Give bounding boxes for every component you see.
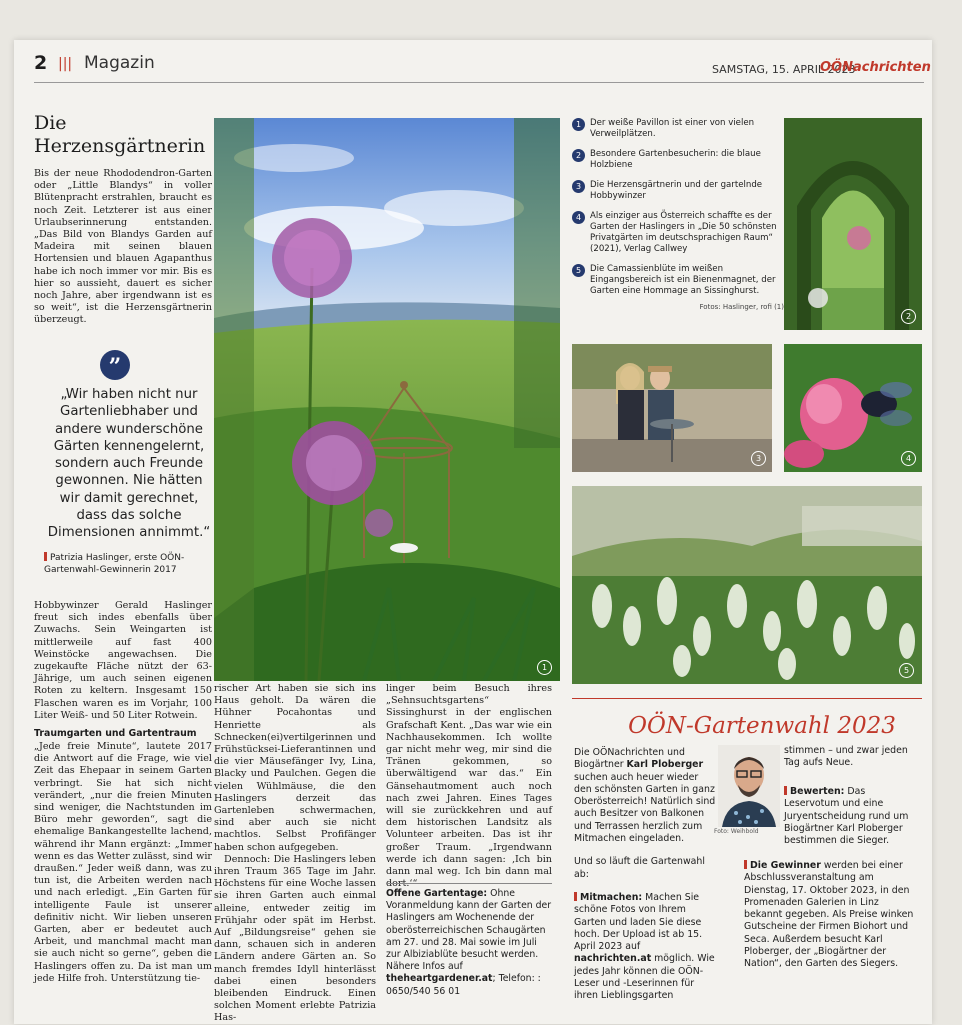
article-intro: Bis der neue Rhododendron-Garten oder „Little Blandys“ in voller Blütenpracht erstrahlen, braucht es noch Zeit. Letzterer ist aus einer Urlaubserinnerung entstanden. „Das Bild von Blandys Garden auf Madeira mit seinen blauen Hortensien und blauen Agapanthus habe ich noch immer vor mir. Bis es hier so aussieht, dauert es sicher noch Jahre, aber irgendwann ist es so weit“, ist die Herzensgärtnerin überzeugt. (34, 168, 212, 326)
section-separator: ||| (58, 56, 73, 72)
info-phone: ; Telefon: : 0650/540 56 01 (386, 973, 541, 997)
caption-text: Die Herzensgärtnerin und der gartelnde Hobbywinzer (590, 180, 763, 201)
page-number: 2 (34, 52, 48, 74)
quote-source-text: Patrizia Haslinger, erste OÖN-Gartenwahl-Gewinnerin 2017 (44, 553, 185, 575)
quote-source (44, 552, 214, 576)
photo-garden-pavilion (214, 118, 560, 681)
caption-item (572, 149, 784, 171)
gewinner-heading: Die Gewinner (750, 860, 821, 871)
photo-camassia (572, 486, 922, 684)
pull-quote: „Wir haben nicht nur Gartenliebhaber und andere wunderschöne Gärten kennengelernt, sondern auch Freunde gewonnen. Nie hätten wir damit gerechnet, dass das solche Dimensionen annimmt.“ (47, 387, 211, 541)
article-para-1: Hobbywinzer Gerald Haslinger freut sich indes ebenfalls über Zuwachs. Sein Weingarten ist mittlerweile auf fast 400 Weinstöcke angewachsen. Die zugekaufte Fläche nützt der 63-Jährige, um auch seinen eigenen Roten zu keltern. Insgesamt 150 Flaschen waren es im Vorjahr, 100 Liter Weiß- und 50 Liter Rotwein. (34, 600, 212, 721)
caption-item (572, 180, 784, 202)
gartenwahl-how: Und so läuft die Gartenwahl ab: (574, 856, 705, 880)
caption-text: Die Camassienblüte im weißen Eingangsbereich ist ein Bienenmagnet, der Garten eine Hommage an Sissinghurst. (590, 264, 776, 296)
caption-text: Als einziger aus Österreich schaffte es der Garten der Haslingers in „Die 50 schönsten Privatgärten im deutschsprachigen Raum“ (2021), Verlag Callwey (590, 211, 777, 254)
photo-garden-arch (784, 118, 922, 330)
article-col3 (386, 683, 552, 890)
issue-date: SAMSTAG, 15. APRIL 2023 (712, 63, 856, 76)
gartenwahl-intro-a: Die OÖNachrichten und Biogärtner (574, 747, 685, 771)
caption-item (572, 118, 784, 140)
photo-badge-5: 5 (899, 663, 914, 678)
photo-credit: Fotos: Haslinger, rofi (1) (699, 303, 784, 311)
info-box (386, 888, 552, 998)
caption-number: 2 (572, 149, 585, 162)
photo-badge-4: 4 (901, 451, 916, 466)
article-para-5: linger beim Besuch ihres „Sehnsuchtsgartens“ Sissinghurst in der englischen Grafschaft Kent. „Das war wie ein Nachhausekommen. Ich wollte gar nicht mehr weg, mir sind die Tränen gekommen, so überwältigend war das.“ Ein Gänsehautmoment auch noch nach zwei Jahren. Eines Tages will sie zurückkehren und auf dem historischen Landsitz als Volunteer arbeiten. Das ist ihr großer Traum. „Irgendwann werde ich dann sagen: ‚Ich bin dann mal weg. Ich bin dann mal (386, 683, 552, 878)
gartenwahl-intro-b: suchen auch heuer wieder den schönsten Garten in ganz Oberösterreich! Natürlich sind auch Besitzer von Balkonen und Terrassen herzlich zum Mitmachen eingeladen. (574, 771, 716, 845)
caption-item (572, 264, 784, 297)
photo-captions (572, 118, 784, 313)
portrait-ploberger (718, 745, 780, 827)
gartenwahl-mitmachen (574, 892, 716, 1003)
caption-number: 5 (572, 264, 585, 277)
photo-badge-3: 3 (751, 451, 766, 466)
gartenwahl-bewerten (784, 786, 920, 847)
article-subhead: Traumgarten und Gartentraum (34, 728, 197, 739)
caption-number: 1 (572, 118, 585, 131)
photo-couple (572, 344, 772, 472)
article-body-col1 (34, 728, 212, 985)
newspaper-logo: OÖNachrichten (820, 60, 931, 75)
article-para-3: rischer Art haben sie sich ins Haus geholt. Da wären die Hühner Pocahontas und Henriette als Schnecken(ei)vertilgerinnen und Frühstücksei-Lieferantinnen und die vier Mäusefänger Ivy, Lina, Blacky und Paulchen. Gegen die vielen Wühlmäuse, die den Haslingers derzeit das Gartenleben schwermachen, sind aber auch sie nicht machtlos. Selbst Profifänger haben schon aufgegeben. (214, 683, 376, 853)
gewinner-text: werden bei einer Abschlussveranstaltung am Dienstag, 17. Oktober 2023, in den Promenaden Galerien in Linz bekannt gegeben. Als Preise winken Gutscheine der Firmen Biohort und Seca. Außerdem besucht Karl Ploberger, der „Biogärtner der Nation“, den Garten des Siegers. (744, 860, 914, 970)
gartenwahl-title: OÖN-Gartenwahl 2023 (628, 713, 896, 739)
info-rule (386, 883, 552, 884)
info-link[interactable]: theheartgardener.at (386, 973, 493, 985)
info-text: Ohne Voranmeldung kann der Garten der Haslingers am Wochenende der oberösterreichischen Schaugärten am 27. und 28. Mai sowie im Juli zur Albiziablüte besucht werden. Nähere Infos auf (386, 888, 552, 973)
caption-item (572, 211, 784, 255)
article-para-2: „Jede freie Minute“, lautete 2017 die Antwort auf die Frage, wie viel Zeit das Ehepaar in seinem Garten verbringt. Sie hat sich nicht verändert, „nur die freien Minuten sind weniger, die Nachtstunden im Büro mehr geworden“, sagt die ehemalige Bankangestellte lachend, während ihr Mann ergänzt: „Immer wenn es das Wetter zulässt, sind wir draußen.“ Jeder weiß dann, was zu tun ist, die Arbeiten werden nach und nach erledigt. „Ein Garten für intelligente Faule ist unserer definitiv nicht. Wir lieben unseren Garten, aber er bedeutet auch Arbeit, und manchmal macht man sie auch nicht so gerne“, geben die Haslingers offen zu. Da ist man um jede Hilfe froh. Unterstützung tie- (34, 741, 212, 984)
header-rule (34, 82, 924, 83)
caption-number: 3 (572, 180, 585, 193)
caption-number: 4 (572, 211, 585, 224)
gartenwahl-gewinner (744, 860, 920, 971)
gartenwahl-col2-top: stimmen – und zwar jeden Tag aufs Neue. (784, 745, 908, 769)
bewerten-heading: Bewerten: (790, 786, 845, 797)
mitmachen-text-2: möglich. Wie jedes Jahr können die OÖN-Leser und -Leserinnen für ihren Lieblingsgarten (574, 953, 715, 1002)
caption-text: Besondere Gartenbesucherin: die blaue Holzbiene (590, 149, 761, 170)
gartenwahl-rule (572, 698, 922, 699)
mitmachen-heading: Mitmachen: (580, 891, 643, 903)
portrait-credit: Foto: Weihbold (714, 828, 759, 835)
gartenwahl-intro-name: Karl Ploberger (626, 759, 704, 771)
quote-icon: ” (100, 350, 130, 380)
section-name: Magazin (84, 53, 155, 73)
info-heading: Offene Gartentage: (386, 888, 488, 899)
article-title: Die Herzensgärtnerin (34, 112, 206, 157)
newspaper-page (14, 40, 932, 1024)
caption-text: Der weiße Pavillon ist einer von vielen Verweilplätzen. (590, 118, 755, 139)
mitmachen-link[interactable]: nachrichten.at (574, 953, 652, 965)
photo-badge-2: 2 (901, 309, 916, 324)
photo-badge-1: 1 (537, 660, 552, 675)
article-para-4: Dennoch: Die Haslingers leben ihren Traum 365 Tage im Jahr. Höchstens für eine Woche lassen sie ihren Garten auch einmal alleine, entweder zeitig im Frühjahr oder spät im Herbst. Auf „Bildungsreise“ gehen sie dann, schauen sich in anderen Ländern andere Gärten an. So manch fremdes Idyll hinterlässt dabei einen besonders bleibenden Eindruck. Einen solchen Moment erlebte Patrizia Has- (214, 853, 376, 1024)
article-col2 (214, 683, 376, 1025)
gartenwahl-col1 (574, 747, 716, 1003)
photo-blue-bee (784, 344, 922, 472)
bewerten-text: Das Leservotum und eine Juryentscheidung rund um Biogärtner Karl Ploberger bestimmen die Sieger. (784, 786, 909, 847)
mitmachen-text: Machen Sie schöne Fotos von Ihrem Garten und laden Sie diese hoch. Der Upload ist ab 15. April 2023 auf (574, 891, 703, 953)
